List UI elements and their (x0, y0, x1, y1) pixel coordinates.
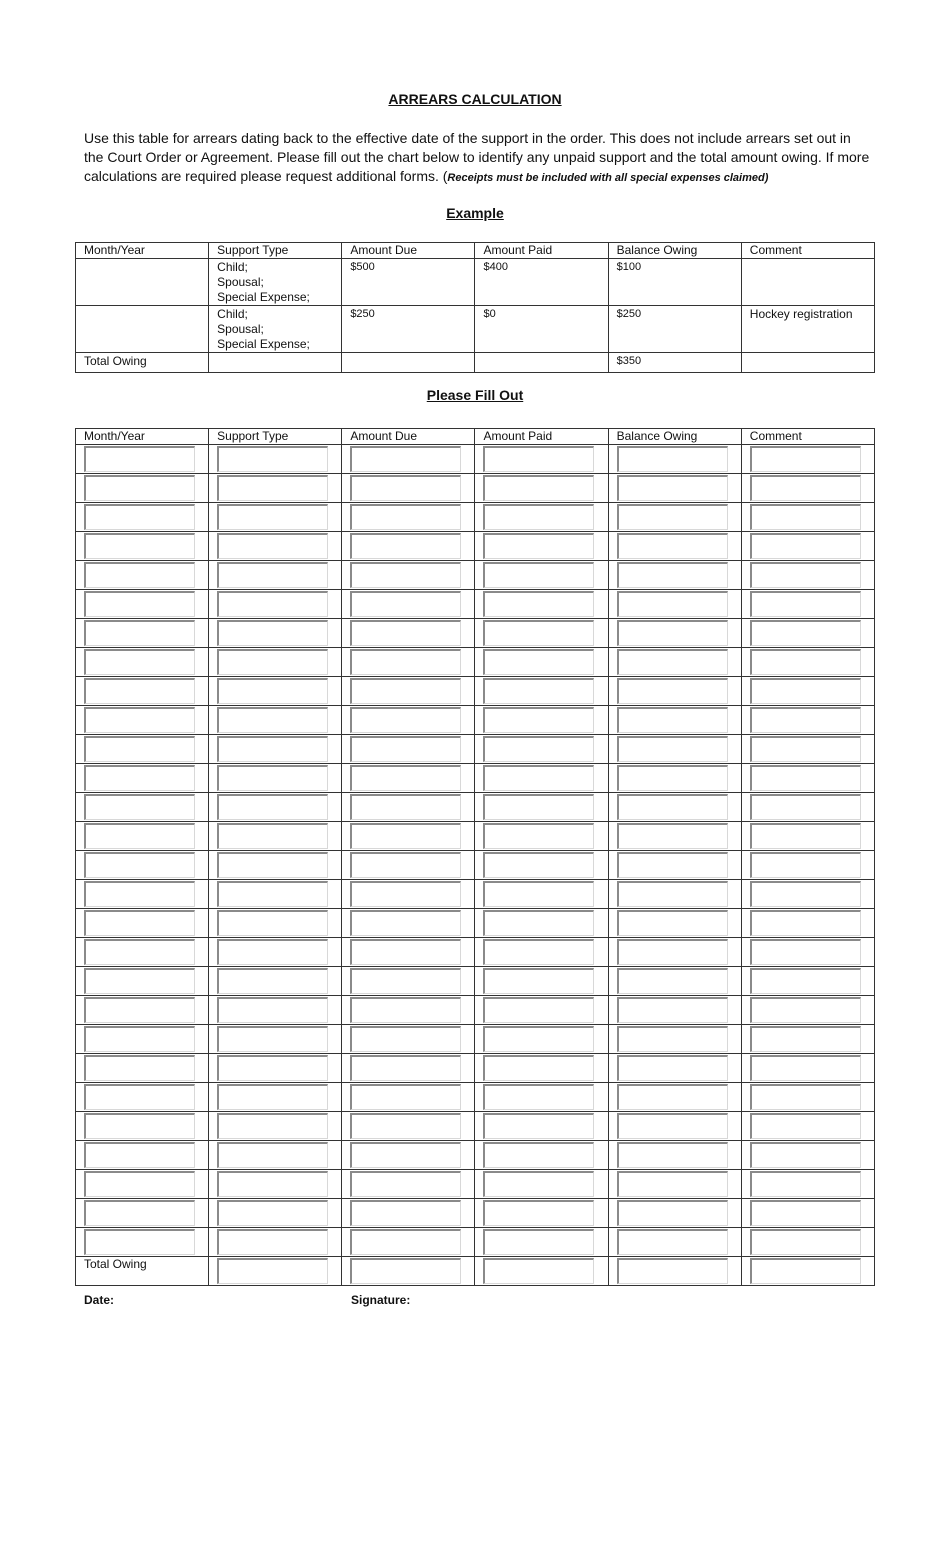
month-year-field[interactable] (84, 910, 195, 936)
comment-field[interactable] (750, 736, 861, 762)
balance-owing-field[interactable] (617, 736, 728, 762)
support-type-field[interactable] (217, 736, 328, 762)
example-comment: Hockey registration (741, 306, 874, 353)
support-type-field[interactable] (217, 1171, 328, 1197)
example-row (76, 259, 875, 306)
amount-paid-field[interactable] (483, 1084, 594, 1110)
amount-due-field[interactable] (350, 1113, 461, 1139)
amount-paid-field[interactable] (483, 1055, 594, 1081)
support-type-field[interactable] (217, 446, 328, 472)
example-support-type (209, 259, 342, 306)
col-support-type: Support Type (209, 243, 342, 259)
support-type-field[interactable] (217, 562, 328, 588)
month-year-field[interactable] (84, 591, 195, 617)
amount-due-field[interactable] (350, 939, 461, 965)
support-line: Child; (217, 307, 248, 321)
month-year-field[interactable] (84, 939, 195, 965)
month-year-field[interactable] (84, 707, 195, 733)
amount-paid-field[interactable] (483, 1142, 594, 1168)
fill-row (76, 764, 875, 793)
fill-out-heading: Please Fill Out (426, 387, 524, 403)
balance-owing-field[interactable] (617, 1229, 728, 1255)
amount-due-field[interactable] (350, 1229, 461, 1255)
support-type-field[interactable] (217, 678, 328, 704)
fill-header-row (76, 429, 875, 445)
amount-paid-field[interactable] (483, 765, 594, 791)
comment-field[interactable] (750, 823, 861, 849)
comment-field[interactable] (750, 649, 861, 675)
month-year-field[interactable] (84, 504, 195, 530)
amount-due-field[interactable] (350, 1026, 461, 1052)
month-year-field[interactable] (84, 852, 195, 878)
month-year-field[interactable] (84, 562, 195, 588)
example-comment (741, 259, 874, 306)
col-comment: Comment (741, 243, 874, 259)
balance-owing-field[interactable] (617, 939, 728, 965)
amount-due-field[interactable] (350, 736, 461, 762)
comment-field[interactable] (750, 1171, 861, 1197)
fill-row (76, 996, 875, 1025)
fill-row (76, 1141, 875, 1170)
comment-field[interactable] (750, 1200, 861, 1226)
balance-owing-field[interactable] (617, 794, 728, 820)
balance-owing-field[interactable] (617, 1142, 728, 1168)
comment-field[interactable] (750, 910, 861, 936)
support-type-field[interactable] (217, 852, 328, 878)
comment-field[interactable] (750, 1026, 861, 1052)
balance-owing-field[interactable] (617, 823, 728, 849)
fill-row (76, 967, 875, 996)
comment-field[interactable] (750, 533, 861, 559)
balance-owing-field[interactable] (617, 707, 728, 733)
month-year-field[interactable] (84, 968, 195, 994)
balance-owing-field[interactable] (617, 649, 728, 675)
amount-paid-field[interactable] (483, 1200, 594, 1226)
amount-paid-field[interactable] (483, 910, 594, 936)
support-type-field[interactable] (217, 1113, 328, 1139)
amount-due-field[interactable] (350, 1084, 461, 1110)
example-amount-paid: $400 (475, 259, 608, 306)
fill-row (76, 793, 875, 822)
amount-paid-field[interactable] (483, 1229, 594, 1255)
amount-due-field[interactable] (350, 533, 461, 559)
example-row (76, 306, 875, 353)
month-year-field[interactable] (84, 997, 195, 1023)
balance-owing-field[interactable] (617, 1026, 728, 1052)
month-year-field[interactable] (84, 1171, 195, 1197)
amount-paid-field[interactable] (483, 794, 594, 820)
fill-row (76, 735, 875, 764)
comment-field[interactable] (750, 997, 861, 1023)
balance-owing-field[interactable] (617, 446, 728, 472)
support-line: Child; (217, 260, 248, 274)
amount-due-field[interactable] (350, 504, 461, 530)
month-year-field[interactable] (84, 446, 195, 472)
amount-paid-field[interactable] (483, 678, 594, 704)
total-support-type-field[interactable] (217, 1258, 328, 1284)
amount-due-field[interactable] (350, 881, 461, 907)
support-type-field[interactable] (217, 1026, 328, 1052)
page-title: ARREARS CALCULATION (388, 91, 562, 107)
amount-paid-field[interactable] (483, 446, 594, 472)
col-balance-owing: Balance Owing (608, 243, 741, 259)
comment-field[interactable] (750, 1113, 861, 1139)
support-type-field[interactable] (217, 881, 328, 907)
comment-field[interactable] (750, 707, 861, 733)
fill-row (76, 851, 875, 880)
fill-row (76, 677, 875, 706)
amount-paid-field[interactable] (483, 1113, 594, 1139)
amount-due-field[interactable] (350, 1055, 461, 1081)
support-type-field[interactable] (217, 1142, 328, 1168)
comment-field[interactable] (750, 968, 861, 994)
fill-out-rows (76, 445, 875, 1286)
fill-row (76, 532, 875, 561)
support-type-field[interactable] (217, 1229, 328, 1255)
support-line: Spousal; (217, 275, 264, 289)
example-total-balance: $350 (608, 353, 741, 373)
example-amount-due: $250 (342, 306, 475, 353)
month-year-field[interactable] (84, 1055, 195, 1081)
fill-row (76, 619, 875, 648)
balance-owing-field[interactable] (617, 765, 728, 791)
comment-field[interactable] (750, 504, 861, 530)
comment-field[interactable] (750, 446, 861, 472)
month-year-field[interactable] (84, 765, 195, 791)
month-year-field[interactable] (84, 1113, 195, 1139)
support-type-field[interactable] (217, 765, 328, 791)
total-balance-owing-field[interactable] (617, 1258, 728, 1284)
support-type-field[interactable] (217, 910, 328, 936)
balance-owing-field[interactable] (617, 1171, 728, 1197)
fill-row (76, 822, 875, 851)
comment-field[interactable] (750, 765, 861, 791)
month-year-field[interactable] (84, 794, 195, 820)
month-year-field[interactable] (84, 475, 195, 501)
amount-paid-field[interactable] (483, 997, 594, 1023)
amount-paid-field[interactable] (483, 649, 594, 675)
example-total-row (76, 353, 875, 373)
comment-field[interactable] (750, 591, 861, 617)
total-amount-paid-field[interactable] (483, 1258, 594, 1284)
amount-paid-field[interactable] (483, 533, 594, 559)
amount-paid-field[interactable] (483, 881, 594, 907)
amount-due-field[interactable] (350, 649, 461, 675)
support-line: Special Expense; (217, 290, 310, 304)
fill-row (76, 1112, 875, 1141)
support-type-field[interactable] (217, 475, 328, 501)
example-header-row (76, 243, 875, 259)
amount-due-field[interactable] (350, 678, 461, 704)
fill-row (76, 445, 875, 474)
balance-owing-field[interactable] (617, 852, 728, 878)
balance-owing-field[interactable] (617, 1200, 728, 1226)
fill-row (76, 1170, 875, 1199)
balance-owing-field[interactable] (617, 968, 728, 994)
balance-owing-field[interactable] (617, 910, 728, 936)
support-type-field[interactable] (217, 591, 328, 617)
amount-due-field[interactable] (350, 910, 461, 936)
col-balance-owing: Balance Owing (608, 429, 741, 445)
fill-row (76, 880, 875, 909)
balance-owing-field[interactable] (617, 997, 728, 1023)
amount-due-field[interactable] (350, 562, 461, 588)
fill-row (76, 909, 875, 938)
support-type-field[interactable] (217, 1055, 328, 1081)
example-table (75, 242, 875, 373)
balance-owing-field[interactable] (617, 533, 728, 559)
month-year-field[interactable] (84, 620, 195, 646)
support-type-field[interactable] (217, 939, 328, 965)
support-type-field[interactable] (217, 997, 328, 1023)
amount-due-field[interactable] (350, 823, 461, 849)
balance-owing-field[interactable] (617, 504, 728, 530)
fill-row (76, 503, 875, 532)
col-support-type: Support Type (209, 429, 342, 445)
amount-due-field[interactable] (350, 1142, 461, 1168)
support-type-field[interactable] (217, 649, 328, 675)
example-support-type (209, 306, 342, 353)
fill-out-table (75, 428, 875, 1286)
amount-due-field[interactable] (350, 591, 461, 617)
balance-owing-field[interactable] (617, 678, 728, 704)
comment-field[interactable] (750, 562, 861, 588)
balance-owing-field[interactable] (617, 591, 728, 617)
support-line: Spousal; (217, 322, 264, 336)
amount-paid-field[interactable] (483, 475, 594, 501)
support-type-field[interactable] (217, 707, 328, 733)
balance-owing-field[interactable] (617, 881, 728, 907)
col-month-year: Month/Year (76, 429, 209, 445)
support-type-field[interactable] (217, 620, 328, 646)
comment-field[interactable] (750, 475, 861, 501)
example-month (76, 306, 209, 353)
example-heading: Example (446, 205, 504, 221)
instructions-paragraph (84, 129, 874, 188)
comment-field[interactable] (750, 1055, 861, 1081)
fill-row (76, 1054, 875, 1083)
fill-total-label: Total Owing (76, 1257, 209, 1286)
amount-paid-field[interactable] (483, 968, 594, 994)
amount-due-field[interactable] (350, 852, 461, 878)
month-year-field[interactable] (84, 823, 195, 849)
comment-field[interactable] (750, 1229, 861, 1255)
signature-label: Signature: (351, 1293, 411, 1307)
amount-due-field[interactable] (350, 707, 461, 733)
balance-owing-field[interactable] (617, 1113, 728, 1139)
fill-row (76, 1025, 875, 1054)
amount-due-field[interactable] (350, 968, 461, 994)
col-amount-paid: Amount Paid (475, 243, 608, 259)
amount-due-field[interactable] (350, 765, 461, 791)
support-type-field[interactable] (217, 533, 328, 559)
support-type-field[interactable] (217, 968, 328, 994)
month-year-field[interactable] (84, 1142, 195, 1168)
amount-paid-field[interactable] (483, 1171, 594, 1197)
support-line: Special Expense; (217, 337, 310, 351)
comment-field[interactable] (750, 620, 861, 646)
amount-due-field[interactable] (350, 620, 461, 646)
col-amount-due: Amount Due (342, 429, 475, 445)
amount-paid-field[interactable] (483, 852, 594, 878)
month-year-field[interactable] (84, 1200, 195, 1226)
receipts-note: Receipts must be included with all special expenses claimed) (447, 172, 769, 184)
example-month (76, 259, 209, 306)
total-comment-field[interactable] (750, 1258, 861, 1284)
amount-paid-field[interactable] (483, 707, 594, 733)
comment-field[interactable] (750, 852, 861, 878)
month-year-field[interactable] (84, 881, 195, 907)
col-comment: Comment (741, 429, 874, 445)
balance-owing-field[interactable] (617, 1055, 728, 1081)
total-amount-due-field[interactable] (350, 1258, 461, 1284)
month-year-field[interactable] (84, 736, 195, 762)
month-year-field[interactable] (84, 678, 195, 704)
example-amount-due: $500 (342, 259, 475, 306)
amount-paid-field[interactable] (483, 1026, 594, 1052)
amount-due-field[interactable] (350, 446, 461, 472)
comment-field[interactable] (750, 1084, 861, 1110)
fill-row (76, 1199, 875, 1228)
amount-due-field[interactable] (350, 1200, 461, 1226)
fill-row (76, 706, 875, 735)
fill-row (76, 648, 875, 677)
amount-paid-field[interactable] (483, 504, 594, 530)
amount-paid-field[interactable] (483, 823, 594, 849)
amount-due-field[interactable] (350, 997, 461, 1023)
date-label: Date: (84, 1293, 115, 1307)
col-amount-paid: Amount Paid (475, 429, 608, 445)
support-type-field[interactable] (217, 1084, 328, 1110)
example-amount-paid: $0 (475, 306, 608, 353)
support-type-field[interactable] (217, 823, 328, 849)
instructions-text: Use this table for arrears dating back to the effective date of the support in the order. This does not include arrears set out in the Court Order or Agreement. Please fill out the chart below to identify any unpaid support and the total amount owing. If more calculations are required please request additional forms. ( (84, 130, 870, 184)
comment-field[interactable] (750, 794, 861, 820)
fill-row (76, 1083, 875, 1112)
fill-row (76, 474, 875, 503)
balance-owing-field[interactable] (617, 1084, 728, 1110)
month-year-field[interactable] (84, 1229, 195, 1255)
col-month-year: Month/Year (76, 243, 209, 259)
month-year-field[interactable] (84, 649, 195, 675)
amount-paid-field[interactable] (483, 591, 594, 617)
col-amount-due: Amount Due (342, 243, 475, 259)
comment-field[interactable] (750, 678, 861, 704)
comment-field[interactable] (750, 881, 861, 907)
balance-owing-field[interactable] (617, 620, 728, 646)
example-balance-owing: $250 (608, 306, 741, 353)
comment-field[interactable] (750, 1142, 861, 1168)
month-year-field[interactable] (84, 533, 195, 559)
fill-row (76, 1228, 875, 1257)
balance-owing-field[interactable] (617, 562, 728, 588)
amount-due-field[interactable] (350, 794, 461, 820)
comment-field[interactable] (750, 939, 861, 965)
amount-paid-field[interactable] (483, 620, 594, 646)
fill-total-row (76, 1257, 875, 1286)
example-balance-owing: $100 (608, 259, 741, 306)
support-type-field[interactable] (217, 1200, 328, 1226)
amount-due-field[interactable] (350, 475, 461, 501)
month-year-field[interactable] (84, 1084, 195, 1110)
amount-paid-field[interactable] (483, 736, 594, 762)
support-type-field[interactable] (217, 794, 328, 820)
amount-due-field[interactable] (350, 1171, 461, 1197)
balance-owing-field[interactable] (617, 475, 728, 501)
amount-paid-field[interactable] (483, 562, 594, 588)
support-type-field[interactable] (217, 504, 328, 530)
amount-paid-field[interactable] (483, 939, 594, 965)
fill-row (76, 938, 875, 967)
month-year-field[interactable] (84, 1026, 195, 1052)
example-total-label: Total Owing (76, 353, 209, 373)
fill-row (76, 590, 875, 619)
fill-row (76, 561, 875, 590)
